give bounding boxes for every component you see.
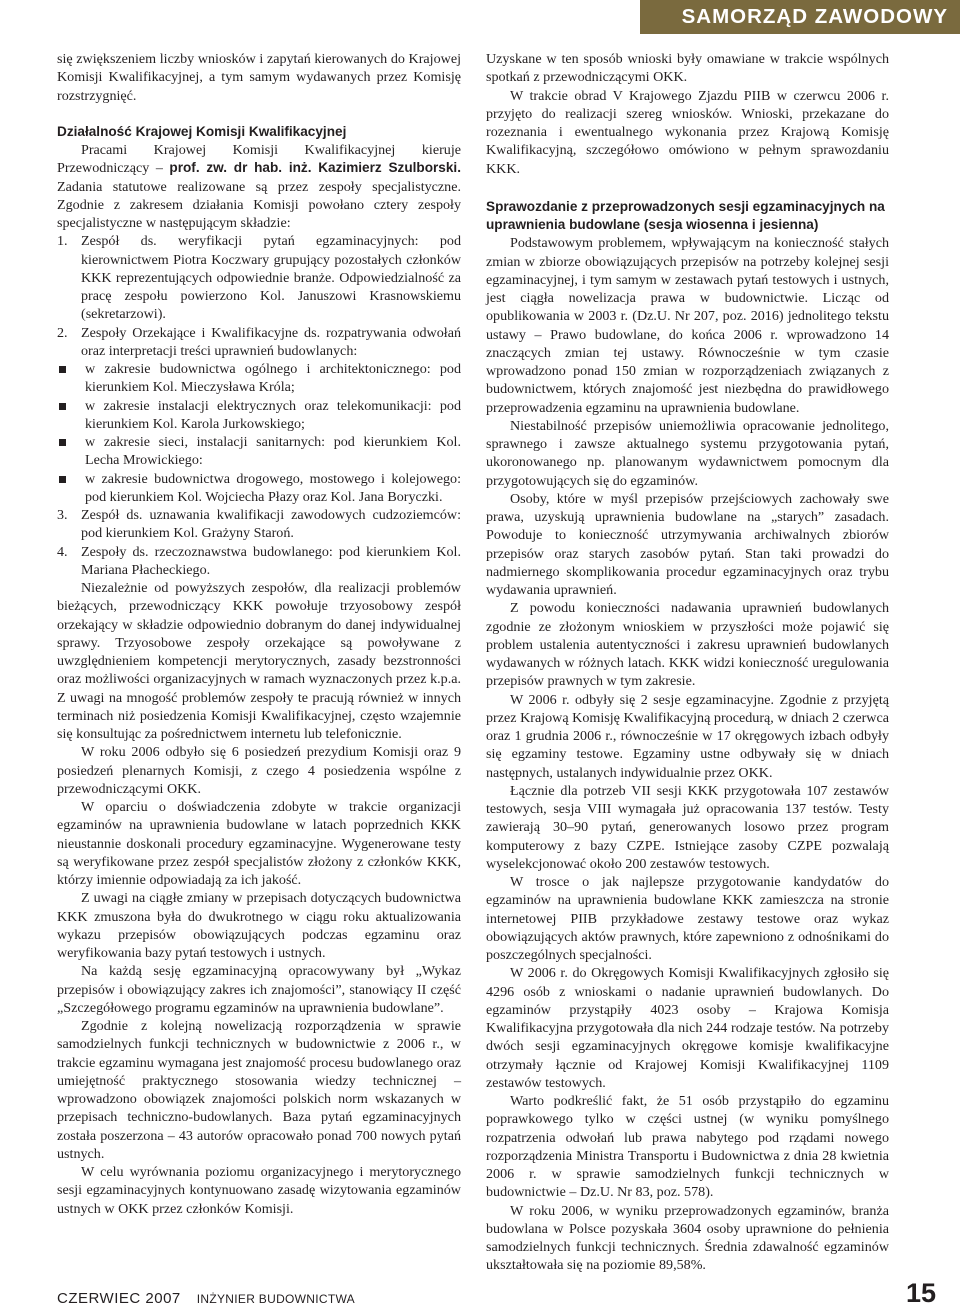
item-number: 2. bbox=[57, 324, 68, 341]
magazine-name: INŻYNIER BUDOWNICTWA bbox=[196, 1292, 355, 1306]
numbered-item bbox=[57, 324, 461, 361]
section-title: SAMORZĄD ZAWODOWY bbox=[681, 5, 948, 28]
item-text: Zespoły Orzekające i Kwalifikacyjne ds. rozpatrywania odwołań oraz interpretacji treści uprawnień budowlanych: bbox=[81, 324, 461, 359]
item-text: Zespół ds. uznawania kwalifikacji zawodowych cudzoziemców: pod kierunkiem Kol. Grażyny Staroń. bbox=[81, 507, 461, 542]
body-paragraph: W celu wyrównania poziomu organizacyjnego i merytorycznego sesji egzaminacyjnych kontynuowano zasadę wizytowania egzaminów ustnych w OKK przez członków Komisji. bbox=[57, 1164, 461, 1217]
body-paragraph: W trakcie obrad V Krajowego Zjazdu PIIB w czerwcu 2006 r. przyjęto do realizacji szereg wniosków. Wnioski, przekazane do rozeznania i ewentualnego wykonania przez Krajową Komisję Kwalifikacyjną, szczegółowo omówiono w pełnym sprawozdaniu KKK. bbox=[486, 87, 889, 177]
chair-paragraph bbox=[57, 141, 461, 232]
body-paragraph: W 2006 r. odbyły się 2 sesje egzaminacyjne. Zgodnie z przyjętą przez Krajową Komisję Kwalifikacyjną procedurą, w dniach 2 czerwca oraz 1 grudnia 2006 r., równocześnie w 17 okręgowych izbach odbyły się egzaminy testowe. Egzaminy ustne odbywały się w dniach następnych, ustalanych indywidualnie przez OKK. bbox=[486, 691, 889, 781]
right-column bbox=[486, 50, 889, 1275]
left-column bbox=[57, 50, 461, 1218]
section-subheading: Działalność Krajowej Komisji Kwalifikacyjnej bbox=[57, 123, 347, 139]
bullet-item: w zakresie budownictwa ogólnego i architektonicznego: pod kierunkiem Kol. Mieczysława Króla; bbox=[57, 360, 461, 397]
numbered-item bbox=[57, 506, 461, 543]
bullet-item: w zakresie budownictwa drogowego, mostowego i kolejowego: pod kierunkiem Kol. Wojciecha Płazy oraz Kol. Jana Boryczki. bbox=[57, 470, 461, 507]
issue-date: CZERWIEC 2007 bbox=[57, 1290, 181, 1307]
body-paragraph: Z powodu konieczności nadawania uprawnień budowlanych zgodnie ze złożonym wnioskiem w przyszłości może pojawić się problem ustalenia autentyczności i zakresu uprawnień budowlanych wydawanych w różnych latach. KKK widzi konieczność uregulowania przepisów prawnych w tym zakresie. bbox=[486, 600, 889, 690]
body-paragraph: W oparciu o doświadczenia zdobyte w trakcie organizacji egzaminów na uprawnienia budowlane w latach poprzednich KKK nieustannie doskonali procedury egzaminacyjne. Wygenerowane testy są weryfikowane przez zespół specjalistów złożony z członków KKK, którzy imiennie odpowiadają za ich jakość. bbox=[57, 799, 461, 888]
report-heading: Sprawozdanie z przeprowadzonych sesji egzaminacyjnych na uprawnienia budowlane (sesja wiosenna i jesienna) bbox=[486, 198, 885, 232]
body-paragraph: W 2006 r. do Okręgowych Komisji Kwalifikacyjnych zgłosiło się 4296 osób z wnioskami o nadanie uprawnień budowlanych. Do egzaminów przystąpiły 4023 osoby – Krajowa Komisja Kwalifikacyjna przygotowała dla nich 244 rodzaje testów. Na potrzeby dwóch sesji egzaminacyjnych okręgowe komisje kwalifikacyjne otrzymały łącznie od Krajowej Komisji Kwalifikacyjnej 1109 zestawów testowych. bbox=[486, 965, 889, 1091]
item-number: 1. bbox=[57, 233, 68, 250]
numbered-item bbox=[57, 543, 461, 580]
body-paragraph: W trosce o jak najlepsze przygotowanie kandydatów do egzaminów na uprawnienia budowlane KKK zamieszcza na stronie internetowej PIIB przykładowe zestawy testowe oraz wykaz obowiązujących aktów prawnych, które zapewniono z odnośnikami do poszczególnych specjalności. bbox=[486, 874, 889, 963]
body-paragraph: Łącznie dla potrzeb VII sesji KKK przygotowała 107 zestawów testowych, sesja VIII wymagała już opracowania 137 testów. Testy zawierają 30–90 pytań, generowanych losowo przez program komputerowy z bazy CZPE. Istniejące zasoby CZPE pozwalają wyselekcjonować około 200 zestawów testowych. bbox=[486, 782, 889, 872]
body-paragraph: Zgodnie z kolejną nowelizacją rozporządzenia w sprawie samodzielnych funkcji technicznych w budownictwie z 2006 r., w trakcie egzaminu wymagana jest znajomość procesu budowlanego oraz umiejętność praktycznego stosowania wiedzy technicznej – wprowadzono obowiązek znajomości polskich norm wskazanych w przepisach techniczno-budowlanych. Baza pytań egzaminacyjnych została poszerzona – 43 autorów opracowało ponad 700 nowych pytań ustnych. bbox=[57, 1018, 461, 1162]
intro-paragraph: się zwiększeniem liczby wniosków i zapytań kierowanych do Krajowej Komisji Kwalifikacyjnej, a tym samym wydawanych przez Komisję rozstrzygnięć. bbox=[57, 51, 461, 104]
item-text: Zespoły ds. rzeczoznawstwa budowlanego: pod kierunkiem Kol. Mariana Płacheckiego. bbox=[81, 543, 461, 578]
chair-text-start: Pracami Krajowej Komisji Kwalifikacyjnej kieruje Przewodniczący – bbox=[57, 142, 461, 177]
section-header bbox=[640, 0, 960, 34]
chair-text-end: Zadania statutowe realizowane są przez zespoły specjalistyczne. Zgodnie z zakresem działania Komisji powołano cztery zespoły specjalistyczne w następującym składzie: bbox=[57, 178, 461, 231]
item-number: 4. bbox=[57, 543, 68, 560]
body-paragraph: W roku 2006 odbyło się 6 posiedzeń prezydium Komisji oraz 9 posiedzeń plenarnych Komisji, z czego 4 posiedzenia wspólne z przewodniczącymi OKK. bbox=[57, 744, 461, 797]
activity-section bbox=[57, 123, 461, 233]
chair-name: prof. zw. dr hab. inż. Kazimierz Szulborski. bbox=[169, 160, 461, 176]
body-paragraph: Uzyskane w ten sposób wnioski były omawiane w trakcie wspólnych spotkań z przewodniczącymi OKK. bbox=[486, 51, 889, 86]
body-paragraph: Niezależnie od powyższych zespołów, dla realizacji problemów bieżących, przewodniczący KKK powołuje trzyosobowy zespół orzekający w składzie odpowiednio dobranym do danej indywidualnej sprawy. Trzyosobowe zespoły orzekające są powoływane z uwzględnieniem kompetencji merytorycznych, zasady bezstronności oraz możliwości organizacyjnych w ramach wyznaczonych przez k.p.a. Z uwagi na mnogość problemów zespoły te pracują również w innych terminach niż posiedzenia Komisji Kwalifikacyjnej, często wzajemnie się konsultując za pośrednictwem internetu lub telefonicznie. bbox=[57, 580, 461, 742]
body-paragraph: Na każdą sesję egzaminacyjną opracowywany był „Wykaz przepisów i obowiązujący zakres ich znajomości”, stanowiący II część „Szczegółowego programu egzaminów na uprawnienia budowlane”. bbox=[57, 963, 461, 1016]
body-paragraph: Podstawowym problemem, wpływającym na konieczność stałych zmian w zbiorze obowiązujących przepisów na potrzeby kolejnej sesji egzaminacyjnej, i tym samym w zestawach pytań testowych i ustnych, jest ciągła nowelizacja prawa w budownictwie. Licząc od opublikowania w 2003 r. (Dz.U. Nr 207, poz. 2016) jednolitego tekstu ustawy – Prawo budowlane, do końca 2006 r. wprowadzono 14 znaczących zmian tej ustawy. Równocześnie w tym czasie wprowadzono ponad 150 zmian w rozporządzeniach związanych z budownictwem, których znajomość jest niezbędna do prawidłowego przeprowadzenia egzaminu na uprawnienia budowlane. bbox=[486, 235, 889, 416]
body-paragraph: Osoby, które w myśl przepisów przejściowych zachowały swe prawa, uzyskują uprawnienia budowlane na „starych” zasadach. Powoduje to konieczność utrzymywania archiwalnych zbiorów przepisów oraz starych zasobów pytań. Stan taki prowadzi do nadmiernego skomplikowania procedur egzaminacyjnych oraz trybu wydawania uprawnień. bbox=[486, 490, 889, 598]
numbered-item bbox=[57, 232, 461, 323]
body-paragraph: Z uwagi na ciągłe zmiany w przepisach dotyczących budownictwa KKK zmuszona była do dwukrotnego w ciągu roku aktualizowania wykazu przepisów obowiązujących podczas egzaminu oraz weryfikowania bazy pytań testowych i ustnych. bbox=[57, 890, 461, 961]
item-number: 3. bbox=[57, 507, 68, 523]
page-footer bbox=[57, 1290, 355, 1308]
bullet-item: w zakresie instalacji elektrycznych oraz telekomunikacji: pod kierunkiem Kol. Karola Jurkowskiego; bbox=[57, 397, 461, 434]
body-paragraph: Niestabilność przepisów uniemożliwia opracowanie jednolitego, sprawnego i zawsze aktualnego systemu przygotowania pytań, ukoronowanego np. planowanym wydawnictwem pomocnym dla przygotowujących się do egzaminów. bbox=[486, 417, 889, 489]
item-text: Zespół ds. weryfikacji pytań egzaminacyjnych: pod kierownictwem Piotra Koczwary grupujący pozostałych członków KKK reprezentujących odpowiednie branże. Odpowiedzialność za pracę zespołu powierzono Kol. Januszowi Krasnowskiemu (sekretarzowi). bbox=[81, 233, 461, 323]
body-paragraph: Warto podkreślić fakt, że 51 osób przystąpiło do egzaminu poprawkowego tylko w części ustnej (w wyniku pomyślnego rozpatrzenia odwołań lub prawa nabytego pod rządami nowego rozporządzenia Ministra Transportu i Budownictwa z dnia 28 kwietnia 2006 r. w sprawie samodzielnych funkcji technicznych w budownictwie – Dz.U. Nr 83, poz. 578). bbox=[486, 1093, 889, 1201]
page-number: 15 bbox=[905, 1278, 936, 1308]
body-paragraph: W roku 2006, w wyniku przeprowadzonych egzaminów, branża budowlana w Polsce pozyskała 3604 osoby uprawnione do pełnienia samodzielnych funkcji technicznych. Średnia zdawalność egzaminów ukształtowała się na poziomie 89,58%. bbox=[486, 1202, 889, 1274]
bullet-item: w zakresie sieci, instalacji sanitarnych: pod kierunkiem Kol. Lecha Mrowickiego: bbox=[57, 433, 461, 470]
